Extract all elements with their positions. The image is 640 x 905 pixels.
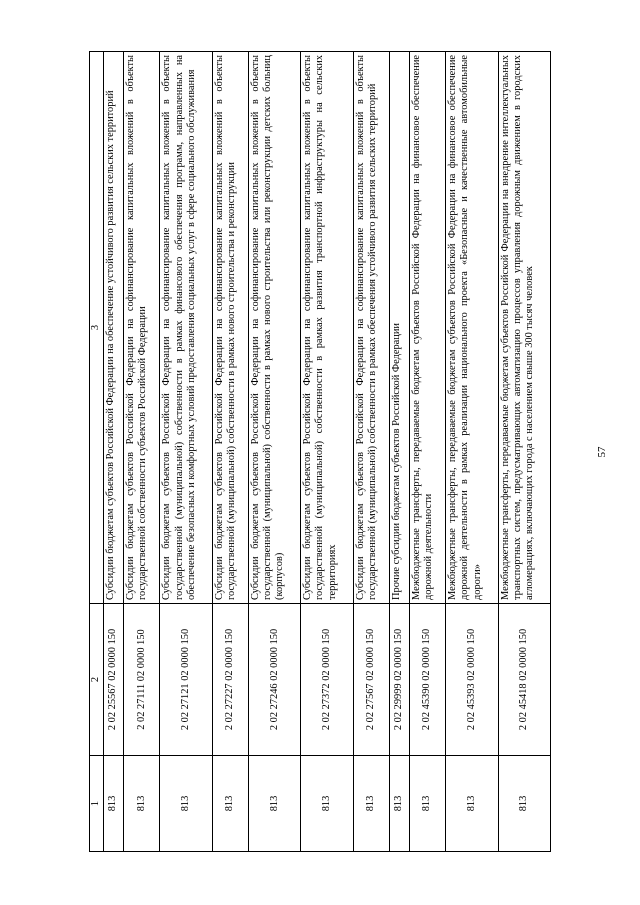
table-row [160,52,212,852]
admin-code-cell: 813 [104,756,124,852]
description-cell: Прочие субсидии бюджетам субъектов Российской Федерации [389,52,409,604]
description-cell: Субсидии бюджетам субъектов Российской Федерации на софинансирование капитальных вложений в объекты государственной (муниципальной) собственности в рамках финансового обеспечения программ, направленных на обеспечение безопасных и комфортных условий предоставления социальных услуг в сфере социального обслуживания [160,52,212,604]
revenue-code-cell: 2 02 27121 02 0000 150 [160,604,212,756]
admin-code-cell: 813 [446,756,498,852]
admin-code-cell: 813 [160,756,212,852]
budget-codes-table-wrapper [89,52,551,852]
description-cell: Межбюджетные трансферты, передаваемые бюджетам субъектов Российской Федерации на финансовое обеспечение дорожной деятельности в рамках реализации национального проекта «Безопасные и качественные автомобильные дороги» [446,52,498,604]
revenue-code-cell: 2 02 27567 02 0000 150 [353,604,389,756]
revenue-code-cell: 2 02 27246 02 0000 150 [248,604,300,756]
description-cell: Субсидии бюджетам субъектов Российской Федерации на софинансирование капитальных вложений в объекты государственной (муниципальной) собственности в рамках нового строительства и реконструкции [212,52,248,604]
revenue-code-cell: 2 02 29999 02 0000 150 [389,604,409,756]
revenue-code-cell: 2 02 45390 02 0000 150 [409,604,445,756]
description-cell: Субсидии бюджетам субъектов Российской Федерации на обеспечение устойчивого развития сельских территорий [104,52,124,604]
table-row [301,52,353,852]
admin-code-cell: 813 [301,756,353,852]
description-cell: Межбюджетные трансферты, передаваемые бюджетам субъектов Российской Федерации на внедрение интеллектуальных транспортных систем, предусматривающих автоматизацию процессов управления дорожным движением в городских агломерациях, включающих города с населением свыше 300 тысяч человек [498,52,550,604]
revenue-code-cell: 2 02 25567 02 0000 150 [104,604,124,756]
revenue-code-cell: 2 02 27372 02 0000 150 [301,604,353,756]
budget-codes-table [89,51,551,852]
page-number: 57 [596,446,608,458]
column-header-description: 3 [90,52,104,604]
table-row [409,52,445,852]
admin-code-cell: 813 [212,756,248,852]
table-row [389,52,409,852]
table-row [104,52,124,852]
admin-code-cell: 813 [498,756,550,852]
table-row [353,52,389,852]
admin-code-cell: 813 [409,756,445,852]
admin-code-cell: 813 [248,756,300,852]
table-row [212,52,248,852]
table-row [124,52,160,852]
revenue-code-cell: 2 02 27111 02 0000 150 [124,604,160,756]
revenue-code-cell: 2 02 45418 02 0000 150 [498,604,550,756]
description-cell: Субсидии бюджетам субъектов Российской Федерации на софинансирование капитальных вложений в объекты государственной собственности субъектов Российской Федерации [124,52,160,604]
table-header-row [90,52,104,852]
table-row [498,52,550,852]
description-cell: Субсидии бюджетам субъектов Российской Федерации на софинансирование капитальных вложений в объекты государственной (муниципальной) собственности в рамках обеспечения устойчивого развития сельских территорий [353,52,389,604]
admin-code-cell: 813 [353,756,389,852]
admin-code-cell: 813 [389,756,409,852]
table-row [446,52,498,852]
column-header-code: 2 [90,604,104,756]
description-cell: Субсидии бюджетам субъектов Российской Федерации на софинансирование капитальных вложений в объекты государственной (муниципальной) собственности в рамках нового строительства или реконструкции детских больниц (корпусов) [248,52,300,604]
table-row [248,52,300,852]
description-cell: Субсидии бюджетам субъектов Российской Федерации на софинансирование капитальных вложений в объекты государственной (муниципальной) собственности в рамках развития транспортной инфраструктуры на сельских территориях [301,52,353,604]
column-header-admin: 1 [90,756,104,852]
description-cell: Межбюджетные трансферты, передаваемые бюджетам субъектов Российской Федерации на финансовое обеспечение дорожной деятельности [409,52,445,604]
revenue-code-cell: 2 02 27227 02 0000 150 [212,604,248,756]
revenue-code-cell: 2 02 45393 02 0000 150 [446,604,498,756]
admin-code-cell: 813 [124,756,160,852]
